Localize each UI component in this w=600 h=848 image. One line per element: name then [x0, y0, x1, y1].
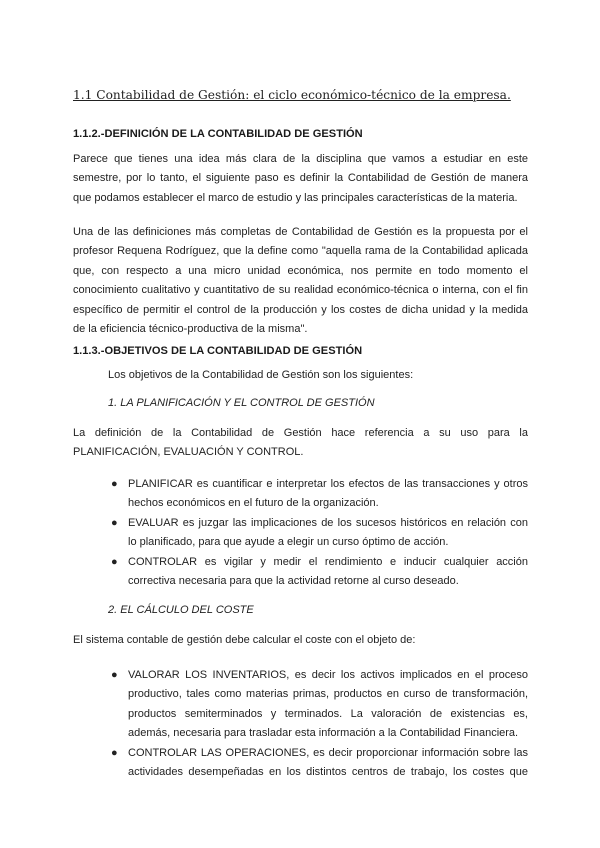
text-line: CONTROLAR es vigilar y medir el rendimiento e inducir cualquier acción [128, 555, 528, 568]
paragraph-calculo: El sistema contable de gestión debe calcular el coste con el objeto de: [73, 634, 416, 646]
text-line: que podamos establecer el marco de estudio y las principales características de la materia. [73, 191, 518, 204]
bullet-icon: ● [111, 555, 118, 568]
list-item [108, 744, 528, 783]
text-line: productos semiterminados y terminados. La valoración de existencias es, [128, 707, 528, 720]
text-line: correctiva necesaria para que la actividad retorne al curso deseado. [128, 574, 459, 587]
text-line: VALORAR LOS INVENTARIOS, es decir los activos implicados en el proceso [128, 669, 528, 681]
text-line: que, con respecto a una micro unidad económica, nos permite en todo momento el [73, 264, 528, 277]
objectives-intro: Los objetivos de la Contabilidad de Gestión son los siguientes: [108, 369, 414, 381]
text-line: actividades desempeñadas en los distintos centros de trabajo, los costes que [128, 765, 528, 778]
bullet-icon: ● [111, 746, 118, 759]
paragraph-intro [73, 150, 528, 208]
subheading-calculo-coste: 2. EL CÁLCULO DEL COSTE [108, 604, 254, 616]
text-line: además, necesaria para trasladar esta información a la Contabilidad Financiera. [128, 727, 519, 740]
text-line: PLANIFICACIÓN, EVALUACIÓN Y CONTROL. [73, 446, 304, 459]
text-line: conocimiento cualitativo y cuantitativo de su realidad económico-técnica o interna, con el fin [73, 284, 528, 297]
paragraph-definition [73, 223, 528, 339]
section-heading-definicion: 1.1.2.-DEFINICIÓN DE LA CONTABILIDAD DE GESTIÓN [73, 128, 363, 140]
text-line: semestre, por lo tanto, el siguiente paso es definir la Contabilidad de Gestión de manera [73, 172, 528, 185]
bullet-icon: ● [111, 478, 118, 490]
text-line: profesor Requena Rodríguez, que la define como "aquella rama de la Contabilidad aplicada [73, 245, 528, 258]
section-heading-objetivos: 1.1.3.-OBJETIVOS DE LA CONTABILIDAD DE GESTIÓN [73, 345, 363, 357]
text-line: CONTROLAR LAS OPERACIONES, es decir proporcionar información sobre las [128, 746, 528, 759]
text-line: PLANIFICAR es cuantificar e interpretar los efectos de las transacciones y otros [128, 478, 528, 490]
text-line: de la eficiencia técnico-productiva de la misma". [73, 322, 308, 335]
text-line: Una de las definiciones más completas de Contabilidad de Gestión es la propuesta por el [73, 226, 528, 238]
text-line: productivo, tales como materias primas, productos en curso de transformación, [128, 688, 528, 701]
bullet-icon: ● [111, 669, 118, 681]
paragraph-planificacion [73, 424, 528, 463]
bullet-list-coste [108, 666, 528, 782]
bullet-icon: ● [111, 516, 118, 529]
text-line: La definición de la Contabilidad de Gestión hace referencia a su uso para la [73, 427, 528, 439]
text-line: específico de permitir el control de la producción y los costes de dicha unidad y la medida [73, 303, 528, 316]
text-line: EVALUAR es juzgar las implicaciones de los sucesos históricos en relación con [128, 516, 528, 529]
list-item [108, 514, 528, 553]
list-item [108, 475, 528, 514]
list-item [108, 666, 528, 744]
text-line: lo planificado, para que ayude a elegir un curso óptimo de acción. [128, 536, 449, 549]
subheading-planificacion: 1. LA PLANIFICACIÓN Y EL CONTROL DE GESTIÓN [108, 397, 375, 409]
text-line: hechos económicos en el futuro de la organización. [128, 497, 379, 510]
bullet-list-planificacion [108, 475, 528, 591]
page-title: 1.1 Contabilidad de Gestión: el ciclo económico-técnico de la empresa. [73, 88, 511, 102]
text-line: Parece que tienes una idea más clara de la disciplina que vamos a estudiar en este [73, 153, 528, 165]
list-item [108, 553, 528, 592]
